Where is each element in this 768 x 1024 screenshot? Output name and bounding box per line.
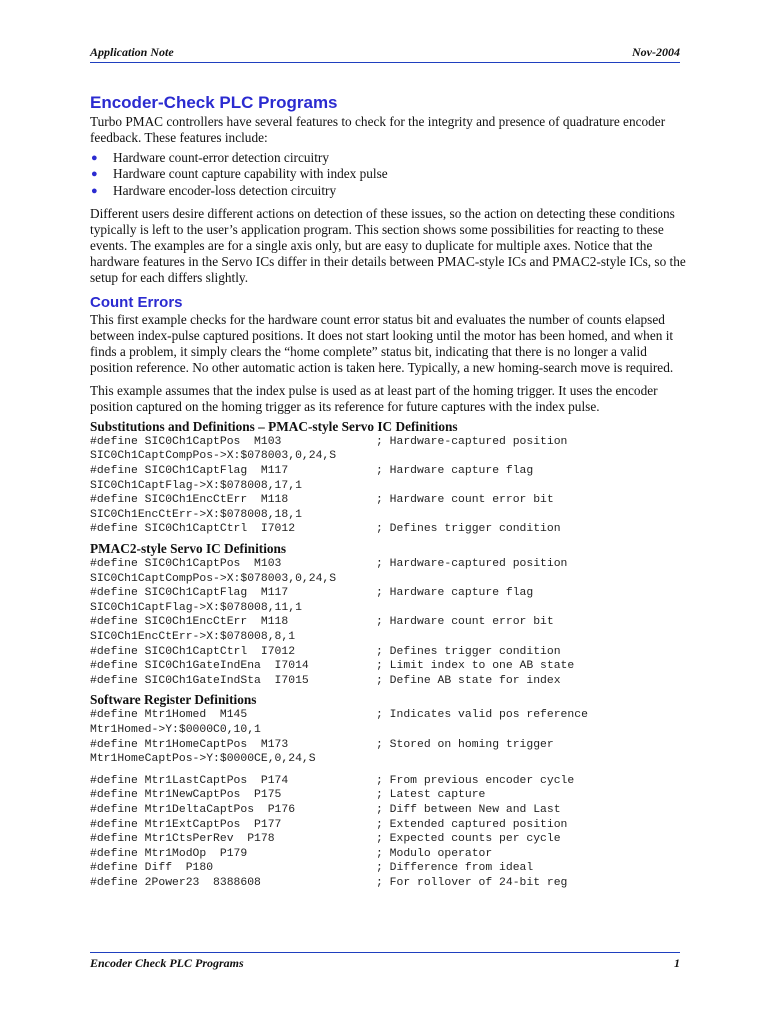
code-block — [90, 774, 690, 891]
body-paragraph: This first example checks for the hardware count error status bit and evaluates the number of counts elapsed between index-pulse captured positions. It does not start looking until the motor has been homed, and when it finds a problem, it simply clears the “home complete” status bit, indicating that there is no longer a valid position reference. No other automatic action is taken here. Typically, a new homing-search move is required. — [90, 311, 674, 375]
code-line — [90, 674, 690, 689]
code-comment: ; Stored on homing trigger — [376, 738, 554, 751]
code-text: #define SIC0Ch1CaptCtrl I7012 — [90, 645, 296, 658]
code-text: #define SIC0Ch1CaptFlag M117 — [90, 587, 289, 600]
code-text: SIC0Ch1CaptCompPos->X:$078003,0,24,S — [90, 450, 337, 463]
code-comment: ; Hardware capture flag — [376, 587, 534, 600]
code-line — [90, 601, 690, 616]
code-text: #define Mtr1DeltaCaptPos P176 — [90, 803, 296, 816]
code-line — [90, 818, 690, 833]
code-text: #define SIC0Ch1EncCtErr M118 — [90, 616, 289, 629]
code-text: SIC0Ch1EncCtErr->X:$078008,18,1 — [90, 508, 302, 521]
code-comment: ; Hardware capture flag — [376, 465, 534, 478]
code-text: Mtr1Homed->Y:$0000C0,10,1 — [90, 723, 261, 736]
code-comment: ; Difference from ideal — [376, 862, 534, 875]
code-text: #define Mtr1LastCaptPos P174 — [90, 774, 289, 787]
page-footer — [90, 956, 680, 971]
code-text: SIC0Ch1EncCtErr->X:$078008,8,1 — [90, 631, 296, 644]
page-number: 1 — [674, 956, 680, 970]
code-comment: ; Hardware count error bit — [376, 494, 554, 507]
code-line — [90, 803, 690, 818]
code-text: #define SIC0Ch1CaptCtrl I7012 — [90, 523, 296, 536]
code-block — [90, 557, 690, 688]
bullet-icon: ● — [91, 168, 98, 181]
code-block — [90, 435, 690, 537]
code-comment: ; Defines trigger condition — [376, 645, 561, 658]
code-line — [90, 464, 690, 479]
code-text: #define SIC0Ch1GateIndEna I7014 — [90, 660, 309, 673]
code-text: #define SIC0Ch1CaptFlag M117 — [90, 465, 289, 478]
code-comment: ; Expected counts per cycle — [376, 833, 561, 846]
code-comment: ; Hardware-captured position — [376, 435, 568, 448]
code-line — [90, 645, 690, 660]
code-comment: ; Define AB state for index — [376, 674, 561, 687]
code-line — [90, 449, 690, 464]
bullet-icon: ● — [91, 184, 98, 197]
body-paragraph: Different users desire different actions on detection of these issues, so the action on detecting these conditions typically is left to the user’s application program. This section shows some possibilities for reacting to these events. The examples are for a single axis only, but are easy to duplicate for multiple axes. Notice that the hardware features in the Servo ICs differ in their details between PMAC-style ICs and PMAC2-style ICs, so the setup for each differs slightly. — [90, 205, 686, 285]
code-comment: ; Limit index to one AB state — [376, 660, 575, 673]
code-text: SIC0Ch1CaptFlag->X:$078008,17,1 — [90, 479, 302, 492]
code-line — [90, 435, 690, 450]
code-text: #define Mtr1HomeCaptPos M173 — [90, 738, 289, 751]
list-item: ● Hardware count-error detection circuitry — [91, 150, 329, 165]
code-line — [90, 659, 690, 674]
code-line — [90, 752, 690, 767]
section-title: Count Errors — [90, 293, 183, 311]
page-title: Encoder-Check PLC Programs — [90, 93, 338, 112]
code-line — [90, 586, 690, 601]
list-item: ● Hardware encoder-loss detection circuitry — [91, 182, 337, 198]
page-content — [90, 92, 690, 891]
code-text: #define Mtr1CtsPerRev P178 — [90, 833, 275, 846]
footer-left: Encoder Check PLC Programs — [90, 956, 244, 970]
code-comment: ; Indicates valid pos reference — [376, 709, 588, 722]
intro-paragraph: Turbo PMAC controllers have several features to check for the integrity and presence of quadrature encoder feedback. These features include: — [90, 114, 666, 145]
code-comment: ; Extended captured position — [376, 818, 568, 831]
code-line — [90, 557, 690, 572]
code-line — [90, 876, 690, 891]
subsection-heading: PMAC2-style Servo IC Definitions — [90, 541, 287, 557]
code-text: SIC0Ch1CaptCompPos->X:$078003,0,24,S — [90, 572, 337, 585]
code-line — [90, 788, 690, 803]
subsection-heading: Software Register Definitions — [90, 692, 257, 708]
code-comment: ; Hardware-captured position — [376, 558, 568, 571]
code-comment: ; Latest capture — [376, 789, 486, 802]
header-rule — [90, 62, 680, 63]
code-text: #define Mtr1ModOp P179 — [90, 847, 248, 860]
footer-rule — [90, 952, 680, 953]
code-line — [90, 615, 690, 630]
code-line — [90, 508, 690, 523]
code-line — [90, 847, 690, 862]
code-line — [90, 723, 690, 738]
code-comment: ; Hardware count error bit — [376, 616, 554, 629]
header-left: Application Note — [90, 45, 174, 59]
code-text: SIC0Ch1CaptFlag->X:$078008,11,1 — [90, 601, 302, 614]
list-item: ● Hardware count capture capability with index pulse — [91, 166, 388, 182]
code-text: #define Mtr1Homed M145 — [90, 709, 248, 722]
code-line — [90, 493, 690, 508]
code-comment: ; For rollover of 24-bit reg — [376, 876, 568, 889]
code-line — [90, 861, 690, 876]
code-comment: ; Defines trigger condition — [376, 523, 561, 536]
code-line — [90, 630, 690, 645]
code-line — [90, 832, 690, 847]
code-text: #define 2Power23 8388608 — [90, 876, 261, 889]
code-comment: ; Diff between New and Last — [376, 803, 561, 816]
feature-list — [90, 150, 690, 199]
code-text: #define SIC0Ch1CaptPos M103 — [90, 435, 282, 448]
code-line — [90, 708, 690, 723]
code-text: #define Mtr1NewCaptPos P175 — [90, 789, 282, 802]
header-right: Nov-2004 — [632, 45, 680, 59]
code-text: Mtr1HomeCaptPos->Y:$0000CE,0,24,S — [90, 753, 316, 766]
code-line — [90, 572, 690, 587]
code-text: #define SIC0Ch1GateIndSta I7015 — [90, 674, 309, 687]
code-line — [90, 774, 690, 789]
code-comment: ; From previous encoder cycle — [376, 774, 575, 787]
code-text: #define SIC0Ch1EncCtErr M118 — [90, 494, 289, 507]
body-paragraph: This example assumes that the index pulse is used as at least part of the homing trigger. It uses the encoder position captured on the homing trigger as its reference for future captures with the index pulse. — [90, 382, 658, 414]
subsection-heading: Substitutions and Definitions – PMAC-style Servo IC Definitions — [90, 418, 458, 434]
code-text: #define Mtr1ExtCaptPos P177 — [90, 818, 282, 831]
code-text: #define SIC0Ch1CaptPos M103 — [90, 558, 282, 571]
bullet-icon: ● — [91, 152, 98, 164]
code-text: #define Diff P180 — [90, 862, 214, 875]
code-block — [90, 708, 690, 766]
code-line — [90, 522, 690, 537]
code-line — [90, 479, 690, 494]
code-line — [90, 738, 690, 753]
code-comment: ; Modulo operator — [376, 847, 493, 860]
page-header — [90, 45, 680, 60]
